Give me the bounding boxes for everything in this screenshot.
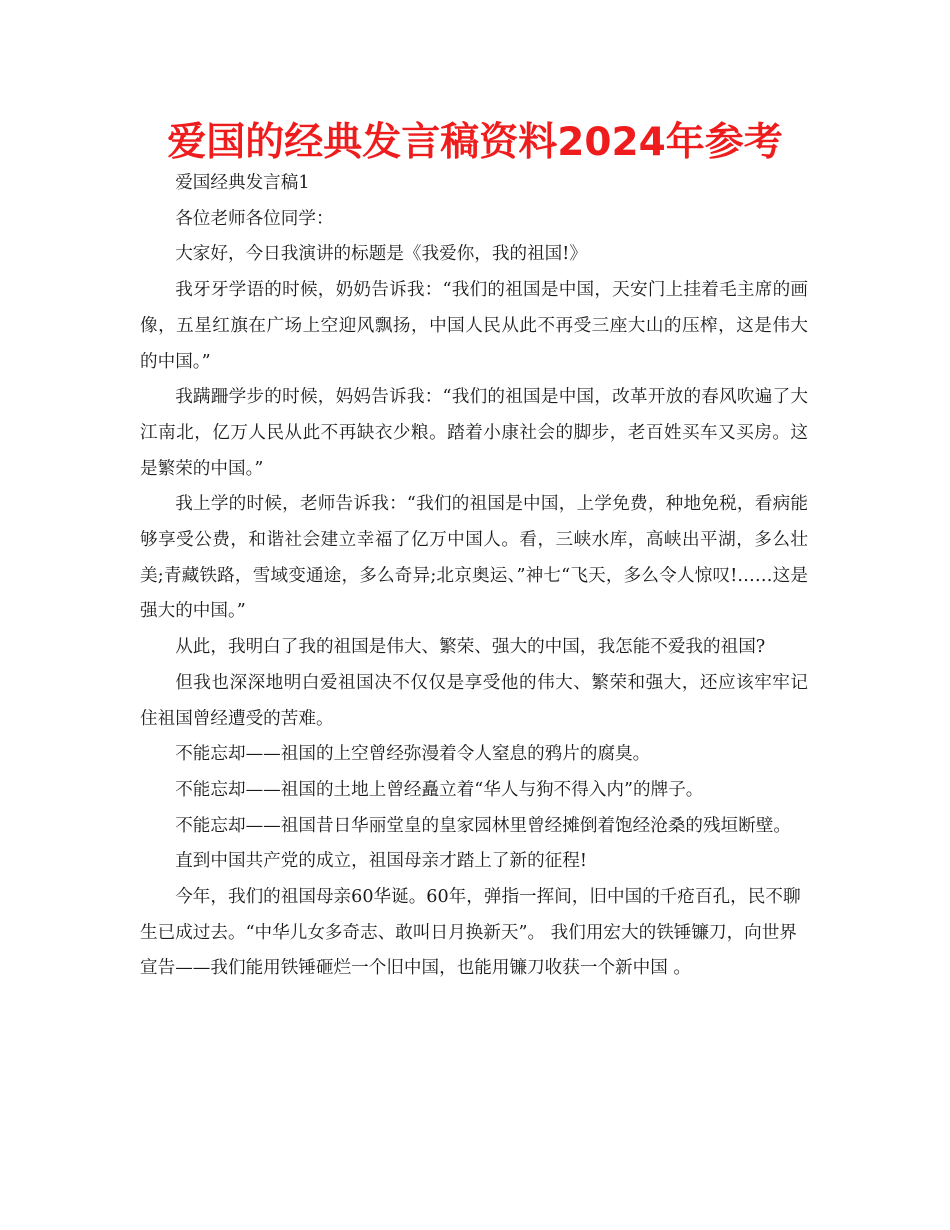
paragraph-grandmother: 我牙牙学语的时候，奶奶告诉我：“我们的祖国是中国，天安门上挂着毛主席的画像，五星红旗在广场上空迎风飘扬，中国人民从此不再受三座大山的压榨，这是伟大的中国。” <box>140 280 808 372</box>
paragraph-never-forget-1: 不能忘却——祖国的上空曾经弥漫着令人窒息的鸦片的腐臭。 <box>175 744 651 765</box>
paragraph-anniversary: 今年，我们的祖国母亲60华诞。60年，弹指一挥间，旧中国的千疮百孔，民不聊生已成过去。“中华儿女多奇志、敢叫日月换新天”。 我们用宏大的铁锤镰刀，向世界宣告——我们能用铁锤砸烂一个旧中国，也能用镰刀收获一个新中国 。 <box>140 887 801 979</box>
paragraph-never-forget-3: 不能忘却——祖国昔日华丽堂皇的皇家园林里曾经摊倒着饱经沧桑的残垣断壁。 <box>175 815 791 836</box>
paragraph-remember: 但我也深深地明白爱祖国决不仅仅是享受他的伟大、繁荣和强大，还应该牢牢记住祖国曾经遭受的苦难。 <box>140 672 808 729</box>
speech-heading: 爱国经典发言稿1 <box>175 173 310 193</box>
document-body <box>140 166 808 987</box>
paragraph-never-forget-2: 不能忘却——祖国的土地上曾经矗立着“华人与狗不得入内”的牌子。 <box>175 779 704 800</box>
paragraph-party-founding: 直到中国共产党的成立，祖国母亲才踏上了新的征程! <box>175 851 587 872</box>
document-title: 爱国的经典发言稿资料2024年参考 <box>167 120 783 165</box>
paragraph-teacher: 我上学的时候，老师告诉我：“我们的祖国是中国，上学免费，种地免税，看病能够享受公费，和谐社会建立幸福了亿万中国人。看，三峡水库，高峡出平湖，多么壮美;青藏铁路，雪域变通途，多么奇异;北京奥运、”神七“飞天，多么令人惊叹!……这是强大的中国。” <box>140 494 808 622</box>
salutation: 各位老师各位同学： <box>175 208 334 229</box>
paragraph-understanding: 从此，我明白了我的祖国是伟大、繁荣、强大的中国，我怎能不爱我的祖国? <box>175 637 766 658</box>
paragraph-mother: 我蹒跚学步的时候，妈妈告诉我：“我们的祖国是中国，改革开放的春风吹遍了大江南北，亿万人民从此不再缺衣少粮。踏着小康社会的脚步，老百姓买车又买房。这是繁荣的中国。” <box>140 387 808 479</box>
paragraph-intro: 大家好，今日我演讲的标题是《我爱你，我的祖国!》 <box>175 244 587 265</box>
